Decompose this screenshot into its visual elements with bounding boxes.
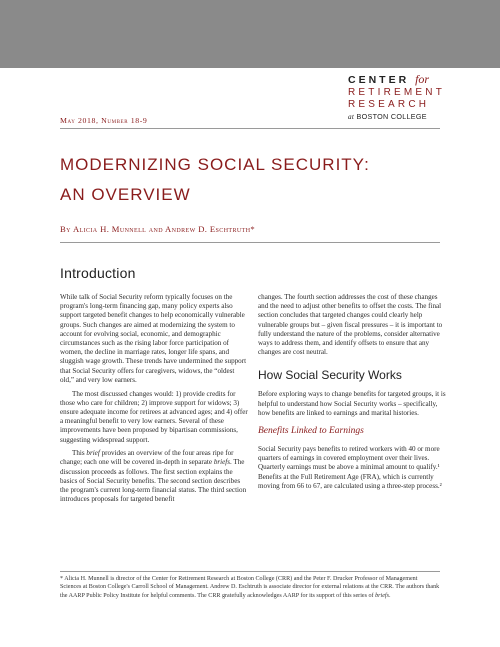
text-emphasis: briefs (213, 458, 230, 467)
subsection-heading-benefits: Benefits Linked to Earnings (258, 426, 364, 437)
paragraph: The most discussed changes would: 1) provide credits for those who care for children; 2) improve support for widows; 3) ensure adequate income for retirees at advanced ages; and 4) offer a meaningful benefit to very low earners. Several of these improvements have been proposed by bipartisan commissions, suggesting widespread support. (60, 389, 248, 444)
divider-footnote (60, 571, 440, 572)
author-footnote (60, 575, 440, 600)
text-span: provides an overview of the four areas ripe for change; each one will be covered in-depth in separate (60, 449, 234, 467)
paragraph (60, 449, 250, 504)
footnote-text-end: . (388, 592, 391, 599)
title-line-1: MODERNIZING SOCIAL SECURITY: (60, 155, 370, 174)
paragraph: Before exploring ways to change benefits for targeted groups, it is helpful to understand how Social Security works – specifically, how benefits are linked to earnings and marital histories. (258, 390, 446, 417)
section-heading-how-ss-works: How Social Security Works (258, 368, 402, 383)
column-right (258, 293, 446, 496)
footnote-emphasis: briefs (375, 592, 389, 599)
text-span: . The discussion proceeds as follows. The first section explains the basics of Social Security benefits. The second section describes the program's current long-term financial status. The third section introduces proposals for targeted benefit (60, 458, 247, 504)
divider-top (60, 128, 440, 129)
text-span: This (72, 449, 87, 458)
divider-byline (60, 242, 440, 243)
logo-line-center (348, 72, 473, 87)
logo-bc-text: BOSTON COLLEGE (356, 112, 427, 121)
header-band-white (0, 0, 365, 68)
issue-date: May 2018, Number 18-9 (60, 116, 148, 125)
page-title (60, 150, 420, 210)
logo-center-text: CENTER (348, 74, 410, 86)
paragraph: While talk of Social Security reform typically focuses on the program's long-term financing gap, many policy experts also support targeted benefit changes to help economically vulnerable groups. Such changes are aimed at modernizing the system to account for evolving social, economic, and demographic circumstances such as the rising labor force participation of women, the decline in marriage rates, longer life spans, and sluggish wage growth. These trends have undermined the support that Social Security offers for caregivers, widows, the “oldest old,” and very low earners. (60, 293, 247, 384)
paragraph: Social Security pays benefits to retired workers with 40 or more quarters of earnings in covered employment over their lives. Quarterly earnings must be above a minimal amount to qualify.¹ Benefits at the Full Retirement Age (FRA), which is currently moving from 66 to 67, are calculated using a three-step process.² (258, 445, 442, 490)
paragraph: changes. The fourth section addresses the cost of these changes and the need to adjust other benefits to offset the costs. The final section concludes that targeted changes could clearly help vulnerable groups but – given fiscal pressures – it is important to fully understand the nature of the problems, consider alternative ways to address them, and identify offsets to ensure that any changes are cost neutral. (258, 293, 443, 357)
text-emphasis: brief (86, 449, 100, 458)
section-heading-introduction: Introduction (60, 265, 136, 281)
logo-line-bc (348, 112, 473, 121)
logo-retirement-text: RETIREMENT (348, 87, 445, 98)
title-line-2: AN OVERVIEW (60, 185, 191, 204)
byline: By Alicia H. Munnell and Andrew D. Eschtruth* (60, 224, 256, 234)
header-band (0, 0, 500, 68)
logo-research-text: RESEARCH (348, 99, 430, 110)
logo-at-text: at (348, 113, 355, 121)
footnote-text: * Alicia H. Munnell is director of the Center for Retirement Research at Boston College (CRR) and the Peter F. Drucker Professor of Management Sciences at Boston College's Carroll School of Management. Andrew D. Eschtruth is associate director for external relations at the CRR. The authors thank the AARP Public Policy Institute for helpful comments. The CRR gratefully acknowledges AARP for its support of this series of (60, 576, 440, 599)
crr-logo (348, 72, 473, 121)
column-left (60, 293, 250, 504)
logo-for-text: for (415, 72, 430, 86)
